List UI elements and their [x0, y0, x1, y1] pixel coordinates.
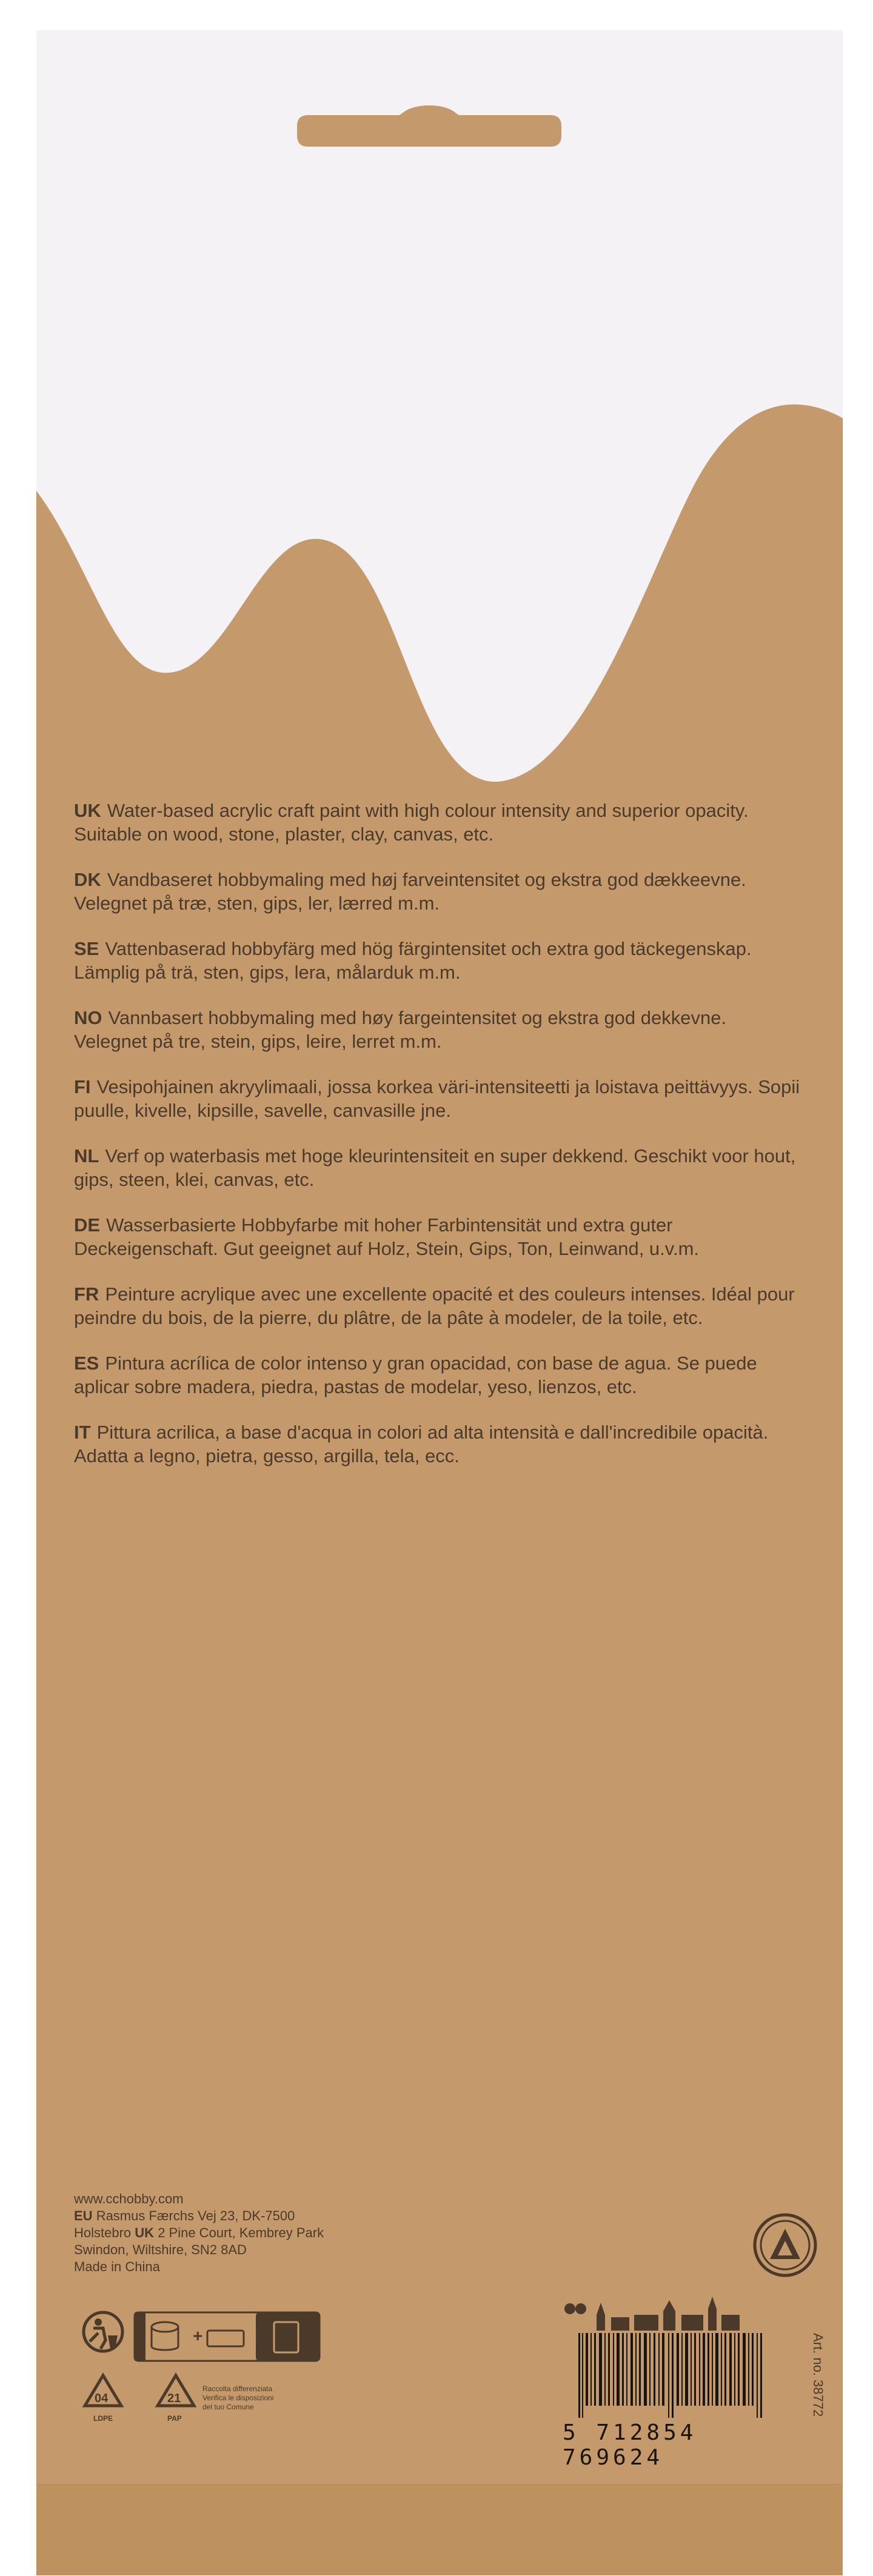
made-in: Made in China [74, 2259, 160, 2274]
article-number: Art. no. 38772 [811, 2333, 826, 2417]
description-it: IT Pittura acrilica, a base d'acqua in colori ad alta intensità e dall'incredibile opacità. Adatta a legno, pietra, gesso, argilla, tela, ecc. [74, 1422, 769, 1466]
eu-address: EU Rasmus Færchs Vej 23, DK-7500 [74, 2208, 295, 2223]
tidyman-icon [84, 2312, 122, 2351]
ldpe-code-label: LDPE [93, 2414, 113, 2423]
eu-address-city: Holstebro UK 2 Pine Court, Kembrey Park [74, 2225, 324, 2240]
svg-text:+: + [193, 2326, 203, 2345]
description-de: DE Wasserbasierte Hobbyfarbe mit hoher Farbintensität und extra guter Deckeigenschaft. Gut geeignet auf Holz, Stein, Gips, Ton, Leinwand, u.v.m. [74, 1214, 700, 1259]
product-card [36, 30, 843, 2484]
description-fi: FI Vesipohjainen akryylimaali, jossa korkea väri-intensiteetti ja loistava peittävyys. Sopii puulle, kivelle, kipsille, savelle, canvasille jne. [74, 1076, 800, 1121]
description-uk: UK Water-based acrylic craft paint with high colour intensity and superior opacity. Suitable on wood, stone, plaster, clay, canvas, etc. [74, 800, 749, 845]
bottom-flap [36, 2484, 843, 2575]
multilingual-description [74, 799, 801, 1489]
barcode-bars [563, 2321, 805, 2418]
website: www.cchobby.com [74, 2191, 184, 2206]
description-fr: FR Peinture acrylique avec une excellente opacité et des couleurs intenses. Idéal pour peindre du bois, de la pierre, du plâtre, de la pâte à modeler, de la toile, etc. [74, 1283, 795, 1328]
pap-code-label: PAP [167, 2414, 182, 2423]
age-warning-icon [752, 2212, 818, 2278]
description-se: SE Vattenbaserad hobbyfärg med hög färgintensitet och extra god täckegenskap. Lämplig på trä, sten, gips, lera, målarduk m.m. [74, 938, 752, 983]
hang-hole [296, 102, 563, 154]
description-dk: DK Vandbaseret hobbymaling med høj farveintensitet og ekstra god dækkeevne. Velegnet på træ, sten, gips, ler, lærred m.m. [74, 869, 746, 914]
ldpe-code-number: 04 [95, 2392, 109, 2405]
recycling-note: Raccolta differenziata Verifica le disposizioni del tuo Comune [202, 2385, 274, 2411]
description-no: NO Vannbasert hobbymaling med høy fargeintensitet og ekstra god dekkevne. Velegnet på tre, stein, gips, leire, lerret m.m. [74, 1007, 727, 1052]
description-es: ES Pintura acrílica de color intenso y gran opacidad, con base de agua. Se puede aplicar sobre madera, piedra, pastas de modelar, yeso, lienzos, etc. [74, 1353, 757, 1397]
description-nl: NL Verf op waterbasis met hoge kleurintensiteit en super dekkend. Geschikt voor hout, gips, steen, klei, canvas, etc. [74, 1145, 796, 1190]
pap-code-number: 21 [167, 2392, 181, 2405]
packaging-sort-icon [135, 2312, 319, 2361]
uk-address: Swindon, Wiltshire, SN2 8AD [74, 2242, 247, 2257]
manufacturer-address [74, 2191, 498, 2275]
barcode-number: 5 712854 769624 [563, 2420, 697, 2470]
